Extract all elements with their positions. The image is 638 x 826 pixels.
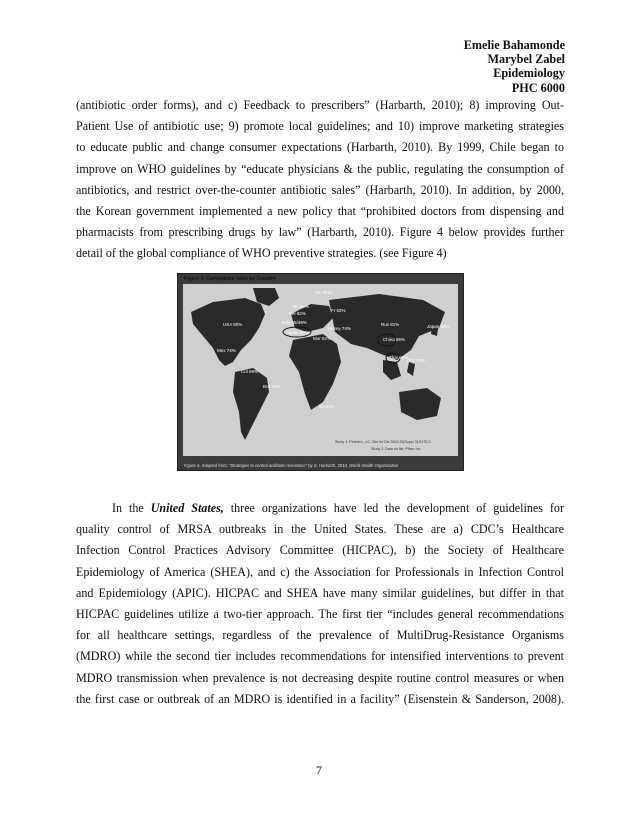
label-nl: NL 90% xyxy=(293,304,309,309)
label-mex: Mex 74% xyxy=(217,348,236,353)
text-line: (antibiotic order forms), and c) Feedback to prescribers” (Harbarth, 2010); 8) improving Out- xyxy=(76,98,564,112)
text-line: and Epidemiology (APIC). HICPAC and SHEA have many similar guidelines, but differ in that xyxy=(76,585,564,600)
figure-caption: Figure 4. Adapted from: “Strategies to control antibiotic resistance” by S. Harbarth, 2010, World Health Organization xyxy=(184,463,399,468)
label-mor: Mor 62% xyxy=(313,336,332,341)
text-line: the first case or outbreak of an MDRO is identified in a facility” (Eisenstein & Sanderson, 2008). xyxy=(76,691,564,706)
text-line: the Korean government implemented a new policy that “prohibited doctors from dispensing and xyxy=(76,203,564,218)
text-line: HICPAC guidelines utilize a two-tier approach. The first tier “includes general recommendations xyxy=(76,606,564,621)
text-run: In the xyxy=(112,501,151,515)
paragraph-united-states xyxy=(76,498,564,710)
label-spain: Spain 56% xyxy=(287,330,309,335)
label-china: China 86% xyxy=(383,337,406,342)
label-rus: Rus 81% xyxy=(381,322,400,327)
text-line: (MDRO) while the second tier includes recommendations for intensified interventions to prevent xyxy=(76,649,564,664)
text-line: detail of the global compliance of WHO preventive strategies. (see Figure 4) xyxy=(76,246,447,261)
label-bra: Bra 76% xyxy=(263,384,281,389)
label-usa: USA 80% xyxy=(223,322,243,327)
text-line: improve on WHO guidelines by “educate physicians & the public, regulating the consumption of xyxy=(76,161,564,176)
label-phil: Phil 74% xyxy=(407,358,425,363)
author-name-2: Marybel Zabel xyxy=(487,52,565,67)
text-line: pharmacists from prescribing drugs by law” (Harbarth, 2010). Figure 4 below provides further xyxy=(76,225,564,240)
label-turkey: Turkey 74% xyxy=(327,326,351,331)
text-line: Patient Use of antibiotic use; 9) promote local guidelines; and 10) improve marketing strategies xyxy=(76,119,564,134)
text-line: to educate public and change consumer expectations (Harbarth, 2010). By 1999, Chile began to xyxy=(76,140,564,155)
text-line: quality control of MRSA outbreaks in the United States. These are a) CDC’s Healthcare xyxy=(76,522,564,537)
label-fr: Fr 82% xyxy=(331,308,346,313)
label-japan: Japan 86% xyxy=(427,324,450,329)
figure-title: Figure 4. Compliance rates by Country xyxy=(184,276,276,282)
label-col: Col 59% xyxy=(241,369,259,374)
label-uk: UK 90% xyxy=(315,290,332,295)
text-run: three organizations have led the development of guidelines for xyxy=(223,501,564,515)
running-header xyxy=(464,38,565,95)
page-number: 7 xyxy=(316,763,322,777)
study-2-citation: Study 2: Data on file. Pfizer Inc. xyxy=(371,447,422,451)
label-italy: Italy 66/49% xyxy=(282,320,307,325)
label-thai: Thai 68% xyxy=(389,355,409,360)
label-bel: Bel 82% xyxy=(289,311,306,316)
text-line xyxy=(76,498,564,519)
author-name-1: Emelie Bahamonde xyxy=(463,38,565,52)
figure-4-compliance-map xyxy=(177,273,464,471)
label-sa: SA 82% xyxy=(319,404,336,409)
emphasis-united-states: United States, xyxy=(150,501,224,515)
course-name: Epidemiology xyxy=(493,66,565,81)
course-code: PHC 6000 xyxy=(511,80,565,95)
text-line: Infection Control Practices Advisory Committee (HICPAC), b) the Society of Healthcare xyxy=(76,543,564,558)
text-line: for all healthcare settings, regardless of the prevalence of MultiDrug-Resistance Organisms xyxy=(76,628,564,643)
paragraph-who-guidelines xyxy=(76,95,564,265)
world-map-image xyxy=(183,284,458,456)
text-line: Epidemiology of America (SHEA), and c) the Association for Professionals in Infection Control xyxy=(76,564,564,579)
world-map-panel xyxy=(183,284,458,456)
study-1-citation: Study 1: Pechere, J.C. Clin Inf Dis 2001;33(Suppl 3):S170-3 xyxy=(335,440,431,444)
text-line: antibiotics, and restrict over-the-counter antibiotic sales” (Harbarth, 2010). In addition, by 2000, xyxy=(76,182,564,197)
text-line: MDRO transmission when prevalence is not decreasing despite routine control measures or when xyxy=(76,670,564,685)
